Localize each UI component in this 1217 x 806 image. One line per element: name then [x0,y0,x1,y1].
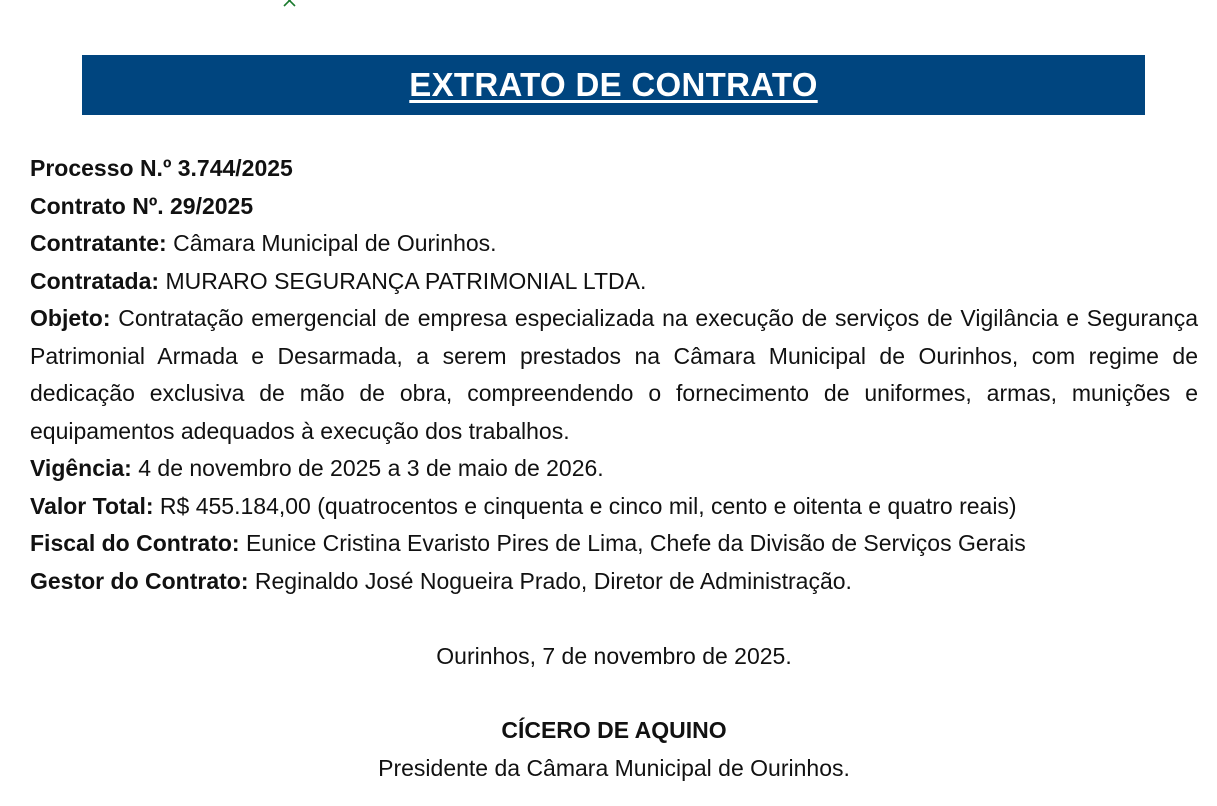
close-icon[interactable] [282,0,298,6]
contratante-value: Câmara Municipal de Ourinhos. [166,230,497,256]
contrato-number: Contrato Nº. 29/2025 [30,192,254,219]
signer-name: CÍCERO DE AQUINO [501,717,727,743]
contract-extract [30,150,1198,600]
objeto-label: Objeto: [30,305,111,331]
valor-label: Valor Total: [30,492,154,519]
title-banner [82,55,1145,115]
processo-number: Processo N.º 3.744/2025 [30,155,293,181]
contratada-line [30,263,1198,301]
contratada-value: MURARO SEGURANÇA PATRIMONIAL LTDA. [159,267,647,294]
signer-role: Presidente da Câmara Municipal de Ourinhos. [378,755,850,781]
objeto-value: Contratação emergencial de empresa especializada na execução de serviços de Vigilância e Segurança Patrimonial Armada e Desarmada, a serem prestados na Câmara Municipal de Ourinhos, com regime de dedicação exclusiva de mão de obra, compreendendo o fornecimento de uniformes, armas, munições e equipamentos adequados à execução dos trabalhos. [30,305,1198,444]
gestor-line [30,563,1198,601]
vigencia-value: 4 de novembro de 2025 a 3 de maio de 2026. [131,455,604,481]
fiscal-value: Eunice Cristina Evaristo Pires de Lima, Chefe da Divisão de Serviços Gerais [239,530,1026,556]
place-date: Ourinhos, 7 de novembro de 2025. [436,643,792,669]
objeto-paragraph [30,300,1198,450]
gestor-label: Gestor do Contrato: [30,567,249,594]
page-title: EXTRATO DE CONTRATO [409,66,818,103]
valor-line [30,488,1198,526]
fiscal-label: Fiscal do Contrato: [30,530,240,556]
gestor-value: Reginaldo José Nogueira Prado, Diretor de Administração. [248,567,852,594]
valor-value: R$ 455.184,00 (quatrocentos e cinquenta e cinco mil, cento e oitenta e quatro reais) [153,492,1017,519]
fiscal-line [30,525,1198,563]
contratada-label: Contratada: [30,267,160,294]
contratante-line [30,225,1198,263]
contrato-line [30,188,1198,226]
processo-line [30,150,1198,188]
vigencia-line [30,450,1198,488]
contratante-label: Contratante: [30,230,167,256]
vigencia-label: Vigência: [30,455,132,481]
